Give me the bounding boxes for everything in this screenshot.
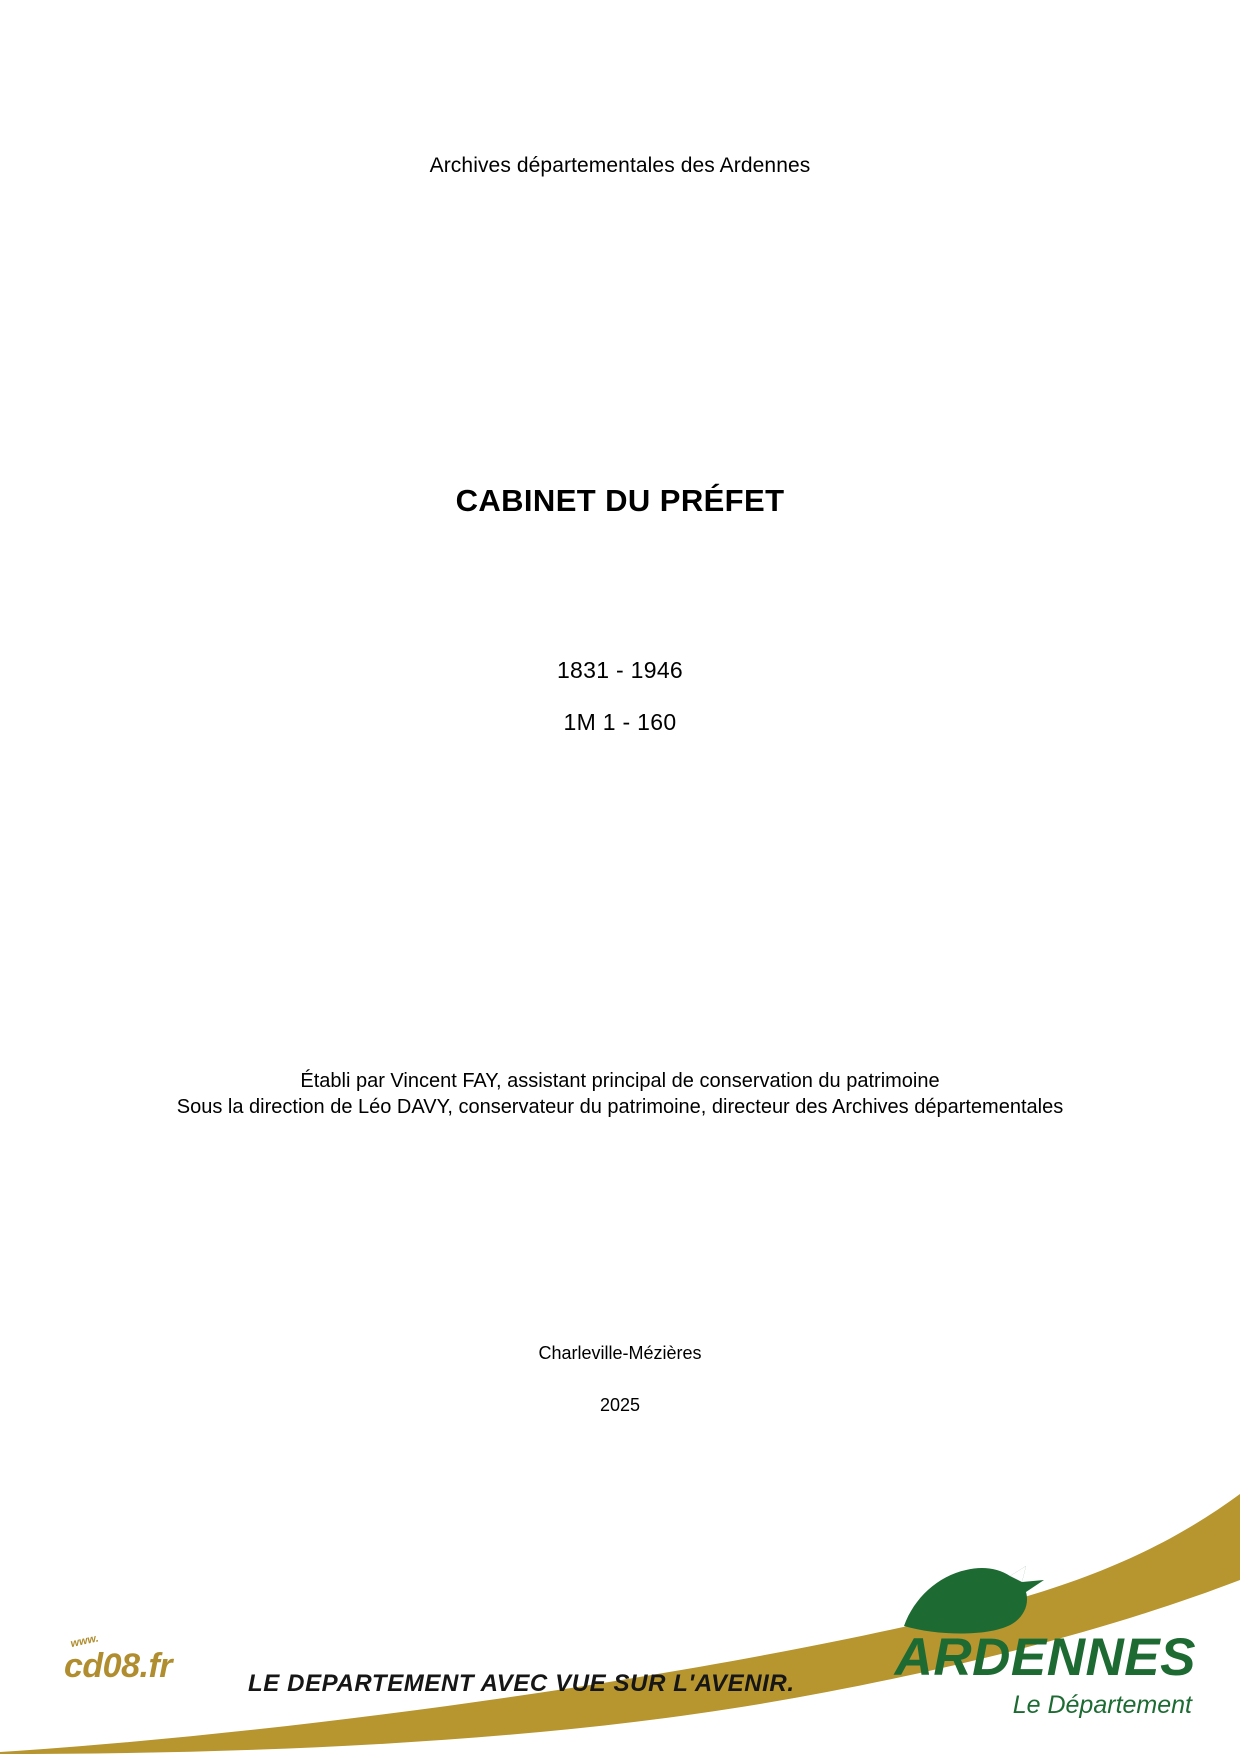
cd08-logo[interactable] bbox=[30, 1632, 172, 1716]
credits-author: Établi par Vincent FAY, assistant principal de conservation du patrimoine bbox=[300, 1070, 940, 1092]
footer-slogan: LE DEPARTEMENT AVEC VUE SUR L'AVENIR. bbox=[248, 1670, 795, 1697]
place-of-publication: Charleville-Mézières bbox=[538, 1343, 702, 1363]
reference-block bbox=[0, 644, 1240, 748]
footer-band bbox=[0, 1454, 1240, 1754]
call-number: 1M 1 - 160 bbox=[563, 709, 677, 735]
imprint-block bbox=[0, 1340, 1240, 1418]
ardennes-wordmark: ARDENNES bbox=[894, 1628, 1196, 1687]
ardennes-subtitle: Le Département bbox=[1012, 1691, 1192, 1719]
date-range: 1831 - 1946 bbox=[556, 657, 684, 683]
boar-head-icon bbox=[898, 1558, 1048, 1636]
ardennes-department-logo bbox=[894, 1596, 1218, 1736]
credits-block bbox=[120, 1068, 1120, 1120]
page-title: CABINET DU PRÉFET bbox=[455, 482, 785, 518]
institution-name: Archives départementales des Ardennes bbox=[429, 154, 811, 177]
credits-supervisor: Sous la direction de Léo DAVY, conservateur du patrimoine, directeur des Archives départementales bbox=[176, 1096, 1064, 1118]
publication-year: 2025 bbox=[599, 1395, 641, 1415]
cd08-domain-label: cd08.fr bbox=[64, 1647, 172, 1685]
cd08-www-label: www. bbox=[69, 1632, 100, 1650]
